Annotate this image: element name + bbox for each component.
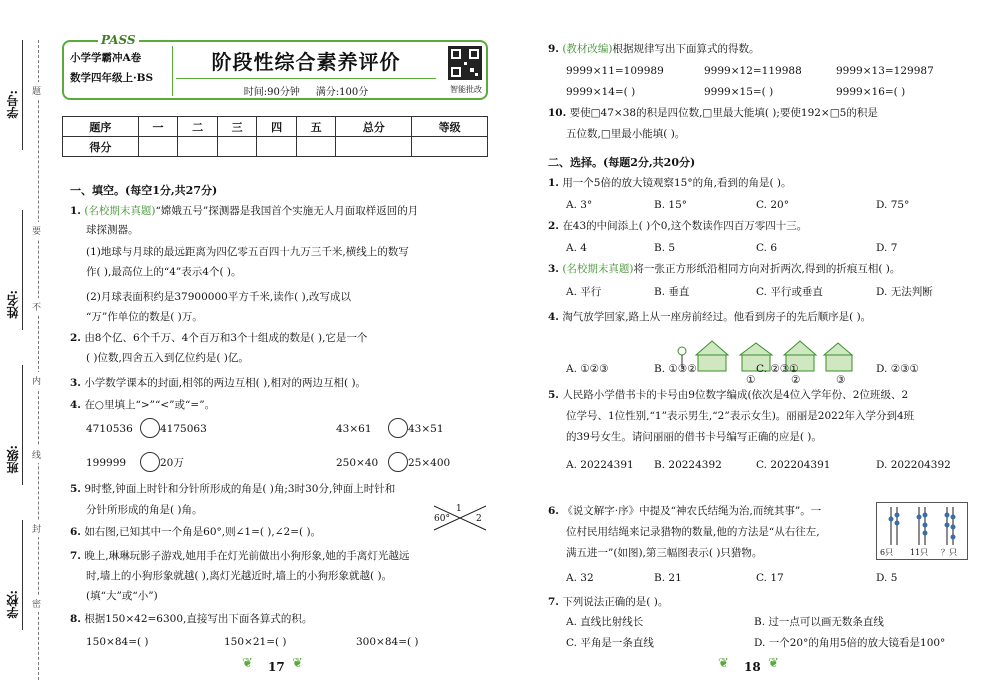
binding-char: 封 — [32, 520, 41, 537]
question-number: 3. — [70, 377, 81, 389]
question-body: 位学号、1位性别,“1”表示男生,“2”表示女生)。丽丽是2022年入学分到4班 — [566, 410, 915, 422]
choice-option[interactable]: A. 4 — [566, 242, 587, 254]
choice-option[interactable]: A. 平行 — [566, 286, 602, 298]
compare-operand: 25×400 — [408, 457, 451, 469]
angle-figure — [432, 504, 488, 535]
question-body: 分针所形成的角是( )角。 — [86, 504, 203, 516]
calc-item: 9999×11=109989 — [566, 65, 664, 77]
question-text — [548, 388, 908, 402]
question-body: 五位数,□里最小能填( )。 — [566, 128, 686, 140]
question-text — [70, 204, 418, 218]
question-text — [86, 223, 139, 237]
question-number: 6. — [548, 505, 559, 517]
question-number: 6. — [70, 526, 81, 538]
question-number: 5. — [70, 483, 81, 495]
class-field[interactable] — [22, 365, 23, 485]
pass-logo: PASS — [98, 33, 139, 47]
choice-option[interactable]: D. 7 — [876, 242, 898, 254]
choice-option[interactable]: A. 20224391 — [566, 459, 634, 471]
question-text — [566, 525, 820, 539]
score-header-row — [63, 117, 488, 137]
compare-operand: 4175063 — [160, 423, 207, 435]
score-cell[interactable] — [178, 137, 218, 157]
house-view-label: ① — [746, 374, 756, 386]
choice-option[interactable]: A. 32 — [566, 572, 594, 584]
question-text — [86, 589, 158, 603]
question-body: 淘气放学回家,路上从一座房前经过。他看到房子的先后顺序是( )。 — [562, 311, 872, 323]
qr-caption: 智能批改 — [450, 85, 482, 94]
question-text — [86, 265, 242, 279]
question-number: 5. — [548, 389, 559, 401]
question-body: 在○里填上“>”“<”或“=”。 — [84, 399, 216, 411]
name-label: 姓名: — [6, 290, 20, 319]
score-cell[interactable] — [296, 137, 336, 157]
calc-item: 9999×12=119988 — [704, 65, 802, 77]
binding-char: 密 — [32, 595, 41, 612]
question-body: “万”作单位的数是( )万。 — [86, 311, 203, 323]
question-text — [86, 245, 409, 259]
header-divider — [172, 46, 173, 96]
choice-option[interactable]: D. 无法判断 — [876, 286, 933, 298]
exam-info — [176, 78, 436, 98]
house-view-label: ② — [791, 374, 801, 386]
question-body: 如右图,已知其中一个角是60°,则∠1=( ),∠2=( )。 — [84, 526, 322, 538]
question-text — [548, 176, 791, 190]
score-header-cell: 四 — [257, 117, 297, 137]
calc-item: 9999×13=129987 — [836, 65, 934, 77]
question-text — [548, 42, 760, 56]
binding-sidebar — [0, 0, 58, 696]
choice-option[interactable]: A. 3° — [566, 199, 593, 211]
question-text — [566, 546, 762, 560]
choice-option[interactable]: A. ①②③ — [566, 363, 609, 375]
question-number: 2. — [70, 332, 81, 344]
question-tag: (名校期末真题) — [562, 263, 634, 275]
question-text — [70, 376, 366, 390]
question-number: 2. — [548, 220, 559, 232]
class-label: 班级: — [6, 445, 20, 474]
question-body: 9时整,钟面上时针和分针所形成的角是( )角;3时30分,钟面上时针和 — [84, 483, 396, 495]
house-view-label: ③ — [836, 374, 846, 386]
binding-char: 内 — [32, 372, 41, 389]
compare-circle[interactable] — [140, 418, 160, 438]
compare-operand: 43×61 — [336, 423, 372, 435]
choice-option[interactable]: C. 17 — [756, 572, 784, 584]
choice-option[interactable]: B. 5 — [654, 242, 676, 254]
choice-option[interactable]: B. 20224392 — [654, 459, 722, 471]
question-text — [86, 569, 392, 583]
question-body: 将一张正方形纸沿相同方向对折两次,得到的折痕互相( )。 — [633, 263, 901, 275]
compare-circle[interactable] — [140, 452, 160, 472]
qr-code-icon[interactable] — [448, 46, 482, 80]
page-number-left: 17 — [268, 660, 285, 674]
choice-option[interactable]: B. 15° — [654, 199, 688, 211]
calc-item: 9999×14=( ) — [566, 86, 636, 98]
series-name: 小学学霸冲A卷 — [70, 52, 142, 64]
question-body: 根据规律写出下面算式的得数。 — [612, 43, 760, 55]
calc-item: 300×84=( ) — [356, 636, 419, 648]
question-body: (1)地球与月球的最远距离为四亿零五百四十九万三千米,横线上的数写 — [86, 246, 409, 258]
student-id-label: 学号: — [6, 90, 20, 119]
question-number: 1. — [70, 205, 81, 217]
series-block — [70, 50, 170, 86]
question-number: 7. — [548, 596, 559, 608]
leaf-icon: ❦ — [242, 656, 253, 671]
exam-title: 阶段性综合素养评价 — [211, 50, 401, 74]
compare-operand: 250×40 — [336, 457, 379, 469]
choice-option[interactable]: A. 直线比射线长 — [566, 616, 644, 628]
choice-option[interactable]: C. 20° — [756, 199, 789, 211]
question-text — [548, 310, 871, 324]
choice-option[interactable]: D. 一个20°的角用5倍的放大镜看是100° — [754, 637, 946, 649]
calc-item: 150×84=( ) — [86, 636, 149, 648]
exam-header — [62, 33, 488, 100]
score-value-row — [63, 137, 488, 157]
school-label: 学校: — [6, 590, 20, 619]
calc-item: 150×21=( ) — [224, 636, 287, 648]
score-cell[interactable]: 得分 — [63, 137, 139, 157]
question-number: 7. — [70, 550, 81, 562]
calc-item: 9999×16=( ) — [836, 86, 906, 98]
student-id-field[interactable] — [22, 40, 23, 150]
question-body: 作( ),最高位上的“4”表示4个( )。 — [86, 266, 242, 278]
question-number: 8. — [70, 613, 81, 625]
score-table — [62, 116, 488, 157]
question-number: 1. — [548, 177, 559, 189]
question-body: 要使□47×38的积是四位数,□里最大能填( );要使192×□5的积是 — [569, 107, 878, 119]
question-text — [548, 595, 668, 609]
compare-operand: 199999 — [86, 457, 127, 469]
question-body: 满五进一”(如图),第三幅图表示( )只猎物。 — [566, 547, 763, 559]
question-tag: (名校期末真题) — [84, 205, 156, 217]
question-text — [548, 504, 821, 518]
rope-label: 11只 — [910, 548, 929, 557]
leaf-icon: ❦ — [718, 656, 729, 671]
binding-char: 不 — [32, 298, 41, 315]
rope-label: ？只 — [941, 548, 957, 557]
question-text — [548, 262, 900, 276]
calc-item: 9999×15=( ) — [704, 86, 774, 98]
question-text — [70, 525, 321, 539]
choice-option[interactable]: B. ①③② — [654, 363, 697, 375]
question-text — [70, 331, 367, 345]
grade-label: 数学四年级上·BS — [70, 72, 154, 84]
page-number-right: 18 — [744, 660, 761, 674]
question-text — [566, 127, 685, 141]
compare-circle[interactable] — [388, 452, 408, 472]
question-text — [70, 398, 215, 412]
question-text — [566, 430, 822, 444]
choice-option[interactable]: C. 平角是一条直线 — [566, 637, 654, 649]
question-body: 下列说法正确的是( )。 — [562, 596, 669, 608]
score-header-cell: 五 — [296, 117, 336, 137]
question-number: 10. — [548, 107, 567, 119]
angle-60-label: 60° — [434, 514, 450, 524]
question-tag: (教材改编) — [562, 43, 613, 55]
question-body: (2)月球表面积约是37900000平方千米,读作( ),改写成以 — [86, 291, 352, 303]
choice-option[interactable]: B. 垂直 — [654, 286, 690, 298]
question-text — [548, 219, 807, 233]
choice-option[interactable]: C. ②③① — [756, 363, 799, 375]
choice-option[interactable]: D. ②③① — [876, 363, 919, 375]
question-number: 9. — [548, 43, 559, 55]
section-heading: 二、选择。(每题2分,共20分) — [548, 156, 696, 169]
compare-circle[interactable] — [388, 418, 408, 438]
question-text — [70, 482, 395, 496]
score-cell[interactable] — [412, 137, 488, 157]
choice-option[interactable]: D. 5 — [876, 572, 898, 584]
binding-char: 线 — [32, 446, 41, 463]
compare-operand: 43×51 — [408, 423, 444, 435]
score-header-cell: 二 — [178, 117, 218, 137]
choice-option[interactable]: D. 75° — [876, 199, 910, 211]
score-header-cell: 三 — [217, 117, 257, 137]
question-body: 根据150×42=6300,直接写出下面各算式的积。 — [84, 613, 313, 625]
question-body: 小学数学课本的封面,相邻的两边互相( ),相对的两边互相( )。 — [84, 377, 367, 389]
angle-2-label: 2 — [476, 514, 482, 524]
question-number: 3. — [548, 263, 559, 275]
section-heading: 一、填空。(每空1分,共27分) — [70, 184, 218, 197]
name-field[interactable] — [22, 210, 23, 330]
question-text — [566, 409, 914, 423]
question-text — [70, 549, 409, 563]
choice-option[interactable]: C. 平行或垂直 — [756, 286, 823, 298]
question-body: “嫦娥五号”探测器是我国首个实施无人月面取样返回的月 — [155, 205, 419, 217]
choice-option[interactable]: C. 6 — [756, 242, 778, 254]
score-cell[interactable] — [217, 137, 257, 157]
score-header-cell: 题序 — [63, 117, 139, 137]
question-body: 在43的中间添上( )个0,这个数读作四百万零四十三。 — [562, 220, 808, 232]
knot-rope-figure — [876, 502, 968, 560]
question-body: 的39号女生。请问丽丽的借书卡号编写正确的应是( )。 — [566, 431, 822, 443]
binding-line — [38, 40, 39, 680]
question-text — [70, 612, 312, 626]
question-body: 球探测器。 — [86, 224, 139, 236]
question-text — [86, 503, 203, 517]
leaf-icon: ❦ — [292, 656, 303, 671]
time-limit: 时间:90分钟 — [243, 87, 300, 98]
question-body: 由8个亿、6个千万、4个百万和3个十组成的数是( ),它是一个 — [84, 332, 368, 344]
school-field[interactable] — [22, 520, 23, 630]
choice-option[interactable]: D. 202204392 — [876, 459, 951, 471]
choice-option[interactable]: B. 21 — [654, 572, 682, 584]
question-text — [86, 310, 203, 324]
question-body: 《说文解字·序》中提及“神农氏结绳为治,而统其事”。一 — [562, 505, 822, 517]
question-body: 用一个5倍的放大镜观察15°的角,看到的角是( )。 — [562, 177, 792, 189]
question-text — [86, 290, 351, 304]
choice-option[interactable]: C. 202204391 — [756, 459, 831, 471]
score-cell[interactable] — [138, 137, 178, 157]
full-score: 满分:100分 — [315, 87, 369, 98]
compare-operand: 4710536 — [86, 423, 133, 435]
question-body: (填“大”或“小”) — [86, 590, 158, 602]
question-body: 时,墙上的小狗形象就越( ),离灯光越近时,墙上的小狗形象就越( )。 — [86, 570, 393, 582]
binding-char: 题 — [32, 82, 41, 99]
question-body: 晚上,琳琳玩影子游戏,她用手在灯光前做出小狗形象,她的手离灯光越远 — [84, 550, 410, 562]
compare-operand: 20万 — [160, 457, 184, 469]
question-body: ( )位数,四舍五入到亿位约是( )亿。 — [86, 352, 249, 364]
rope-label: 6只 — [880, 548, 894, 557]
leaf-icon: ❦ — [768, 656, 779, 671]
question-number: 4. — [548, 311, 559, 323]
score-header-cell: 等级 — [412, 117, 488, 137]
question-text — [86, 351, 249, 365]
question-number: 4. — [70, 399, 81, 411]
angle-1-label: 1 — [456, 504, 462, 514]
score-cell[interactable] — [336, 137, 412, 157]
question-body: 位村民用结绳来记录猎物的数量,他的方法是“从右往左, — [566, 526, 820, 538]
choice-option[interactable]: B. 过一点可以画无数条直线 — [754, 616, 884, 628]
score-cell[interactable] — [257, 137, 297, 157]
question-text — [548, 106, 878, 120]
score-header-cell: 总分 — [336, 117, 412, 137]
binding-char: 要 — [32, 222, 41, 239]
score-header-cell: 一 — [138, 117, 178, 137]
question-body: 人民路小学借书卡的卡号由9位数字编成(依次是4位入学年份、2位班级、2 — [562, 389, 909, 401]
